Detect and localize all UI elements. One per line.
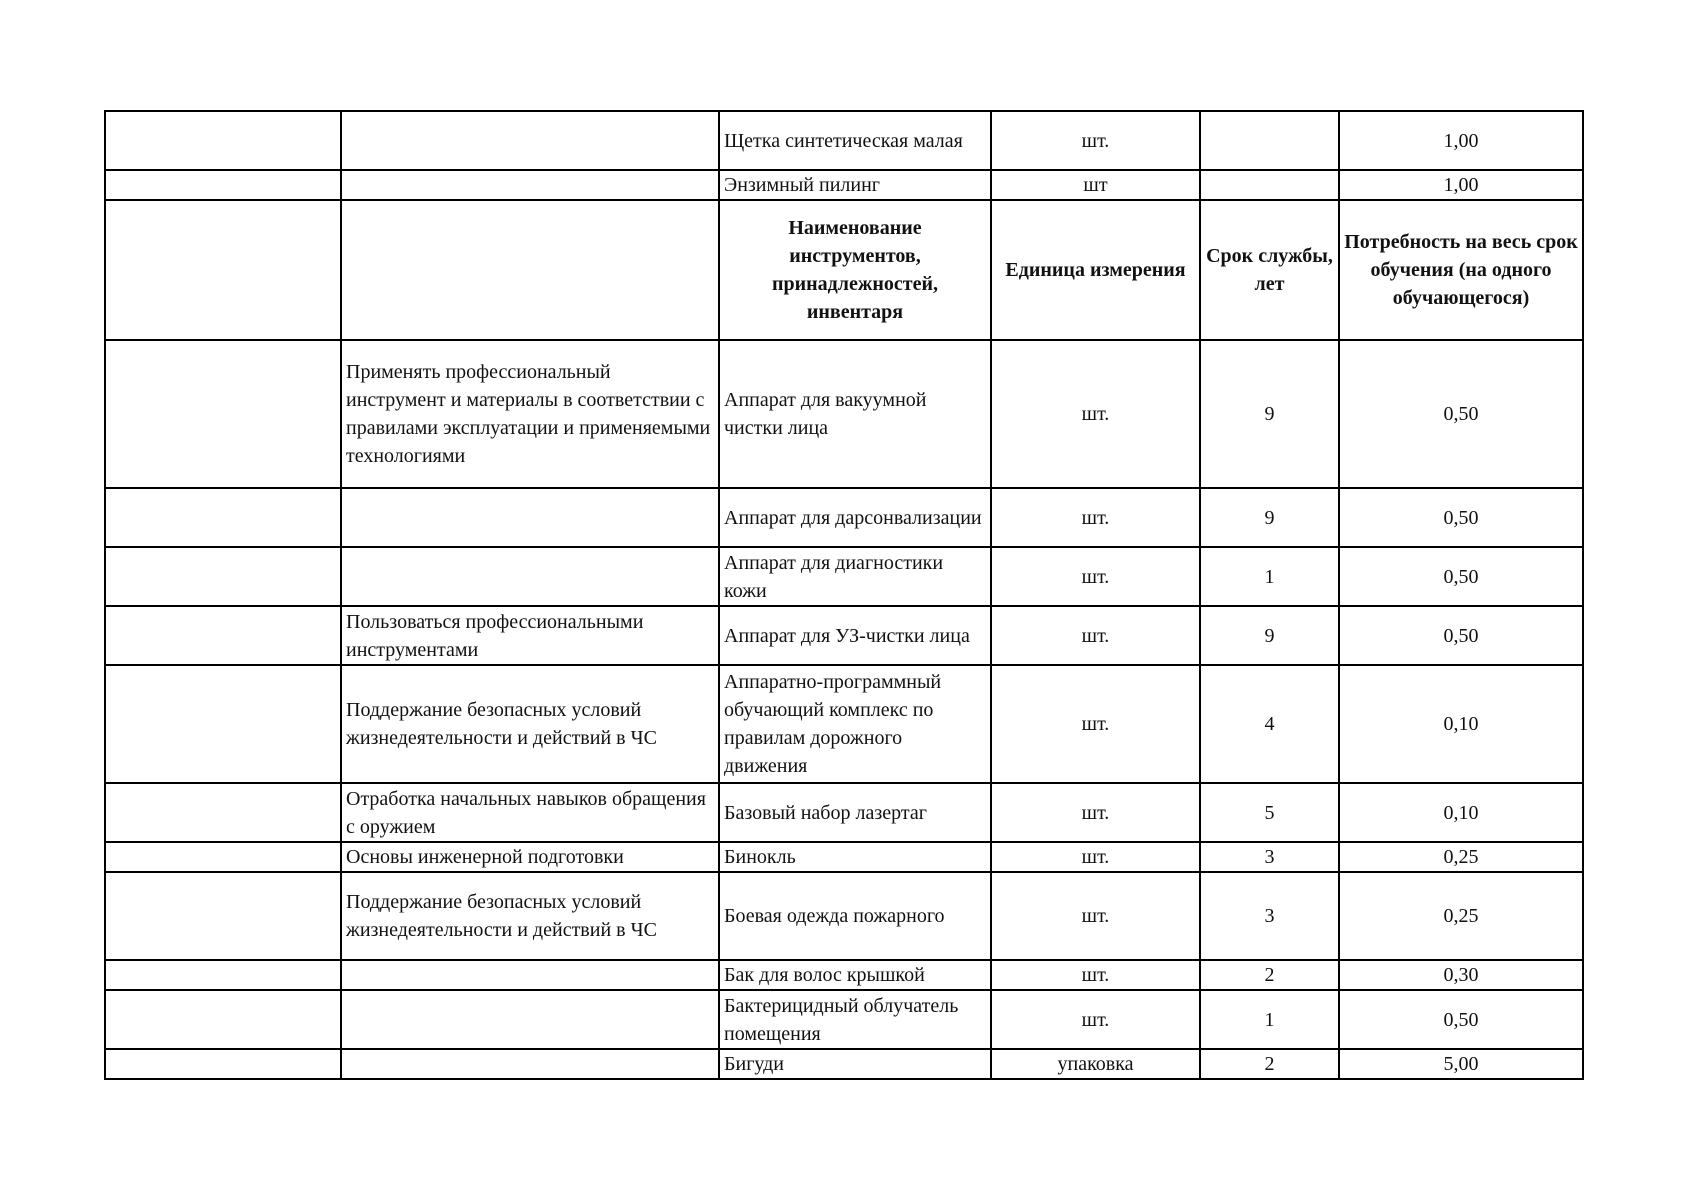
table-header-row	[105, 200, 1583, 340]
table-cell-life: 5	[1200, 783, 1339, 842]
table-cell-col2	[341, 547, 719, 606]
table-cell-unit: шт.	[991, 340, 1200, 488]
table-cell-life: 1	[1200, 990, 1339, 1049]
table-cell-name: Бигуди	[719, 1049, 991, 1079]
equipment-table	[104, 110, 1584, 1080]
table-cell-need: 0,50	[1339, 990, 1583, 1049]
table-cell-unit: шт	[991, 170, 1200, 200]
table-cell-name: Аппаратно-программный обучающий комплекс по правилам дорожного движения	[719, 665, 991, 783]
table-cell-need: 1,00	[1339, 170, 1583, 200]
table-cell-need: 0,50	[1339, 488, 1583, 547]
table-cell-life: 9	[1200, 340, 1339, 488]
table-cell-col1	[105, 340, 341, 488]
table-cell-col1	[105, 842, 341, 872]
table-row	[105, 170, 1583, 200]
table-cell-unit: шт.	[991, 547, 1200, 606]
table-cell-life: 2	[1200, 960, 1339, 990]
table-row	[105, 488, 1583, 547]
table-cell-col1	[105, 1049, 341, 1079]
table-cell-name: Бинокль	[719, 842, 991, 872]
table-cell-col1	[105, 665, 341, 783]
column-header-unit: Единица измерения	[991, 200, 1200, 340]
table-cell-unit: шт.	[991, 111, 1200, 170]
table-cell-name: Бактерицидный облучатель помещения	[719, 990, 991, 1049]
table-cell-life: 9	[1200, 488, 1339, 547]
table-cell-col1	[105, 960, 341, 990]
column-header-life: Срок службы, лет	[1200, 200, 1339, 340]
table-cell-col2: Применять профессиональный инструмент и материалы в соответствии с правилами эксплуатации и применяемыми технологиями	[341, 340, 719, 488]
table-cell-name: Аппарат для дарсонвализации	[719, 488, 991, 547]
table-cell-col1	[105, 200, 341, 340]
table-cell-unit: шт.	[991, 606, 1200, 665]
table-cell-name: Боевая одежда пожарного	[719, 872, 991, 960]
table-cell-need: 0,50	[1339, 547, 1583, 606]
table-cell-unit: шт.	[991, 960, 1200, 990]
table-cell-col2	[341, 1049, 719, 1079]
table-cell-col2: Отработка начальных навыков обращения с оружием	[341, 783, 719, 842]
table-cell-life: 3	[1200, 842, 1339, 872]
table-cell-unit: шт.	[991, 488, 1200, 547]
table-cell-name: Базовый набор лазертаг	[719, 783, 991, 842]
table-cell-col2	[341, 960, 719, 990]
table-cell-name: Аппарат для диагностики кожи	[719, 547, 991, 606]
table-cell-unit: шт.	[991, 990, 1200, 1049]
table-cell-col2	[341, 170, 719, 200]
table-row	[105, 842, 1583, 872]
table-cell-unit: шт.	[991, 783, 1200, 842]
table-cell-unit: упаковка	[991, 1049, 1200, 1079]
table-cell-col1	[105, 488, 341, 547]
column-header-need: Потребность на весь срок обучения (на одного обучающегося)	[1339, 200, 1583, 340]
table-cell-col2: Основы инженерной подготовки	[341, 842, 719, 872]
table-cell-name: Бак для волос крышкой	[719, 960, 991, 990]
table-cell-life: 3	[1200, 872, 1339, 960]
table-cell-life: 9	[1200, 606, 1339, 665]
table-cell-col1	[105, 606, 341, 665]
table-cell-name: Щетка синтетическая малая	[719, 111, 991, 170]
table-cell-need: 0,10	[1339, 665, 1583, 783]
table-cell-col1	[105, 547, 341, 606]
table-cell-col2	[341, 200, 719, 340]
column-header-name: Наименование инструментов, принадлежностей, инвентаря	[719, 200, 991, 340]
table-cell-col1	[105, 783, 341, 842]
table-row	[105, 1049, 1583, 1079]
table-cell-col1	[105, 872, 341, 960]
table-cell-need: 0,10	[1339, 783, 1583, 842]
table-cell-col2	[341, 990, 719, 1049]
table-row	[105, 990, 1583, 1049]
table-cell-unit: шт.	[991, 665, 1200, 783]
table-cell-life	[1200, 111, 1339, 170]
table-cell-unit: шт.	[991, 842, 1200, 872]
table-cell-col1	[105, 170, 341, 200]
table-cell-life: 1	[1200, 547, 1339, 606]
table-cell-need: 0,50	[1339, 606, 1583, 665]
table-cell-need: 0,25	[1339, 842, 1583, 872]
table-cell-life	[1200, 170, 1339, 200]
table-cell-col2	[341, 488, 719, 547]
table-row	[105, 960, 1583, 990]
table-cell-life: 4	[1200, 665, 1339, 783]
table-cell-need: 0,50	[1339, 340, 1583, 488]
table-cell-need: 1,00	[1339, 111, 1583, 170]
table-row	[105, 665, 1583, 783]
table-row	[105, 872, 1583, 960]
table-cell-need: 5,00	[1339, 1049, 1583, 1079]
table-cell-need: 0,30	[1339, 960, 1583, 990]
table-cell-name: Энзимный пилинг	[719, 170, 991, 200]
table-cell-need: 0,25	[1339, 872, 1583, 960]
table-cell-col1	[105, 111, 341, 170]
table-cell-name: Аппарат для УЗ-чистки лица	[719, 606, 991, 665]
table-cell-life: 2	[1200, 1049, 1339, 1079]
table-row	[105, 783, 1583, 842]
table-cell-col2: Поддержание безопасных условий жизнедеятельности и действий в ЧС	[341, 872, 719, 960]
table-cell-name: Аппарат для вакуумной чистки лица	[719, 340, 991, 488]
table-row	[105, 547, 1583, 606]
table-row	[105, 340, 1583, 488]
table-cell-col2: Поддержание безопасных условий жизнедеятельности и действий в ЧС	[341, 665, 719, 783]
table-cell-col2: Пользоваться профессиональными инструментами	[341, 606, 719, 665]
table-row	[105, 111, 1583, 170]
table-row	[105, 606, 1583, 665]
table-cell-unit: шт.	[991, 872, 1200, 960]
table-cell-col1	[105, 990, 341, 1049]
table-cell-col2	[341, 111, 719, 170]
